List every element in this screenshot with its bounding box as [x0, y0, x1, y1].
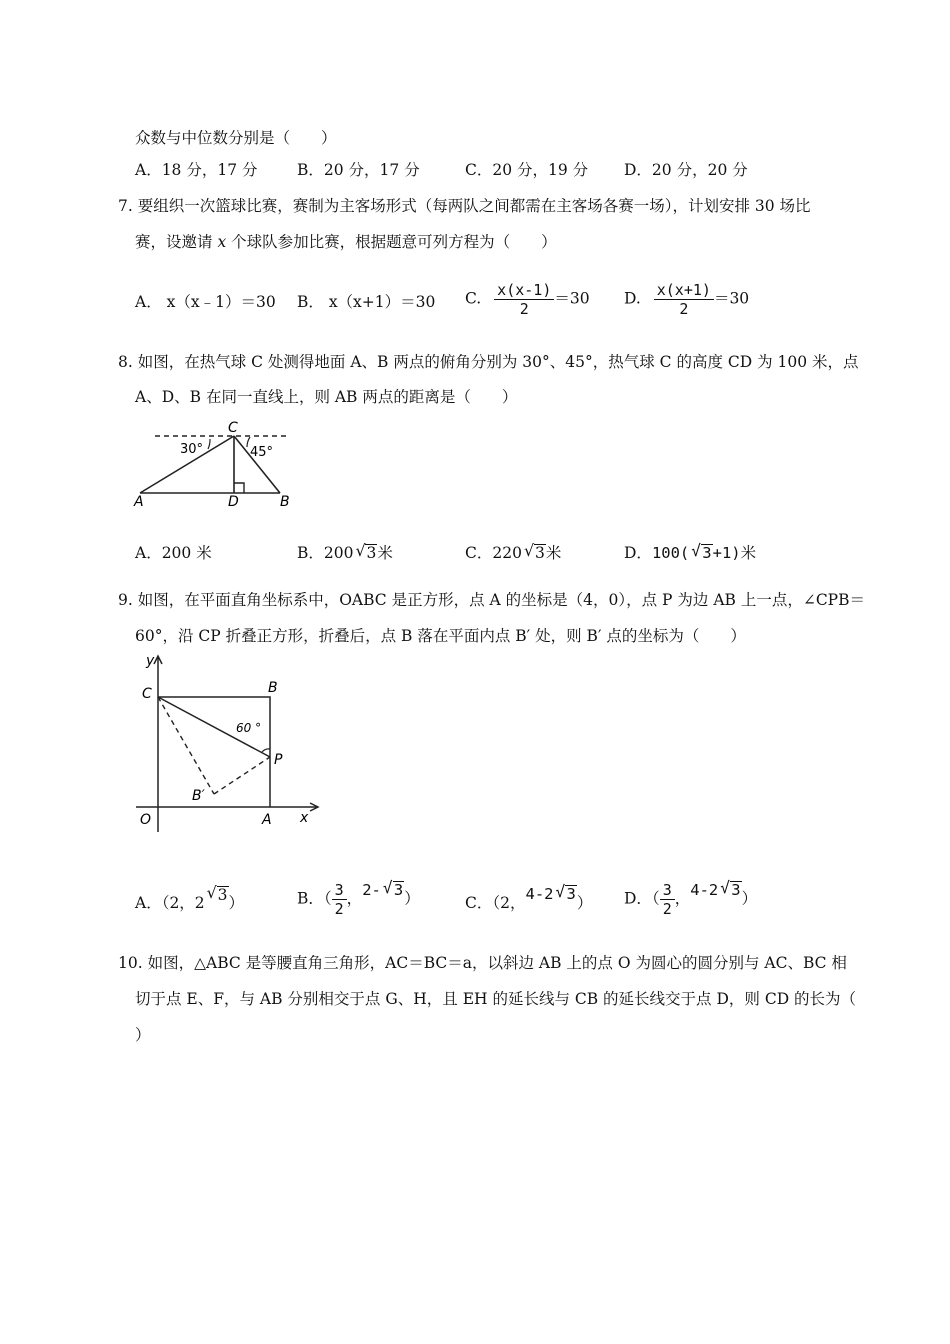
- q7-option-b: B． x（x+1）＝30: [297, 293, 436, 311]
- q9-option-b-sqrt: √ 3: [393, 881, 404, 898]
- q8-option-a: A．200 米: [135, 544, 212, 562]
- q10-stem-line2: 切于点 E、F，与 AB 分别相交于点 G、H，且 EH 的延长线与 CB 的延长线交于点 D，则 CD 的长为（: [135, 990, 857, 1008]
- q9-option-a: A．（2，2√ 3）: [135, 893, 244, 913]
- q7-option-a: A． x（x﹣1）＝30: [135, 293, 276, 311]
- q9-label-b-prime: B′: [192, 788, 205, 804]
- q7-option-d-fraction: $\frac{x(x+1)}{2}$: [654, 281, 714, 318]
- q9-option-b: B．（ $\frac{3}{2}$ ，2-√ 3）: [297, 881, 420, 918]
- q10-stem-line1: 10. 如图，△ABC 是等腰直角三角形，AC＝BC＝a，以斜边 AB 上的点 O 为圆心的圆分别与 AC、BC 相: [118, 954, 847, 972]
- q8-stem-line2: A、D、B 在同一直线上，则 AB 两点的距离是（ ）: [135, 388, 518, 406]
- q8-option-b: B．200√ 3米: [297, 543, 393, 563]
- q9-option-d-sqrt: √ 3: [730, 881, 741, 898]
- q7-stem-line2: 赛，设邀请 x 个球队参加比赛，根据题意可列方程为（ ）: [135, 233, 557, 251]
- q8-option-b-sqrt: √ 3: [365, 544, 377, 561]
- q9-option-d-fraction: $\frac{3}{2}$: [660, 881, 675, 918]
- q8-option-c-sqrt: √ 3: [534, 544, 546, 561]
- q8-option-d: D．100(√ 3+1)米: [624, 543, 756, 563]
- q9-option-c-sqrt: √ 3: [565, 885, 576, 902]
- q9-label-p: P: [274, 752, 283, 768]
- q7-stem-line1: 7. 要组织一次篮球比赛，赛制为主客场形式（每两队之间都需在主客场各赛一场），计划安排 30 场比: [118, 197, 811, 215]
- q8-label-b: B: [280, 494, 290, 507]
- q8-label-d: D: [228, 494, 239, 507]
- q7-option-c-fraction: $\frac{x(x-1)}{2}$: [494, 281, 554, 318]
- q10-stem-line3: ）: [135, 1026, 151, 1044]
- q8-option-c: C．220√ 3米: [465, 543, 561, 563]
- q6-stem-tail: 众数与中位数分别是（ ）: [135, 129, 337, 147]
- q8-label-45deg: 45°: [250, 445, 274, 460]
- q9-option-b-fraction: $\frac{3}{2}$: [332, 881, 347, 918]
- q9-label-x: x: [300, 810, 309, 826]
- q9-label-60deg: 60 °: [236, 721, 262, 735]
- q8-label-30deg: 30°: [180, 442, 204, 457]
- q7-option-d: D. $\frac{x(x+1)}{2}$ ＝30: [624, 281, 750, 318]
- q9-label-o: O: [140, 812, 152, 828]
- q9-option-d: D．（ $\frac{3}{2}$ ，4-2√ 3）: [624, 881, 757, 918]
- q8-option-d-sqrt: √ 3: [701, 544, 712, 561]
- q9-stem-line1: 9. 如图，在平面直角坐标系中，OABC 是正方形，点 A 的坐标是（4，0），点 P 为边 AB 上一点，∠CPB＝: [118, 591, 865, 609]
- q8-figure-balloon: [130, 415, 295, 507]
- q9-figure-square-fold: [130, 650, 325, 835]
- q7-option-c: C. $\frac{x(x-1)}{2}$ ＝30: [465, 281, 590, 318]
- q6-option-b: B．20 分，17 分: [297, 161, 420, 179]
- q9-stem-line2: 60°，沿 CP 折叠正方形，折叠后，点 B 落在平面内点 B′ 处，则 B′ 点的坐标为（ ）: [135, 627, 746, 645]
- q9-label-a: A: [262, 812, 272, 828]
- q6-option-a: A．18 分，17 分: [135, 161, 258, 179]
- q9-label-y: y: [146, 653, 155, 669]
- q6-option-c: C．20 分，19 分: [465, 161, 589, 179]
- q9-option-c: C．（2，4-2√ 3）: [465, 893, 592, 913]
- q9-option-a-sqrt: √ 3: [217, 886, 229, 903]
- q9-label-b: B: [268, 680, 278, 696]
- q6-option-d: D．20 分，20 分: [624, 161, 748, 179]
- q9-label-c: C: [142, 686, 152, 702]
- q8-label-a: A: [134, 494, 144, 507]
- q8-label-c: C: [228, 420, 238, 436]
- q8-stem-line1: 8. 如图，在热气球 C 处测得地面 A、B 两点的俯角分别为 30°、45°，热气球 C 的高度 CD 为 100 米，点: [118, 353, 859, 371]
